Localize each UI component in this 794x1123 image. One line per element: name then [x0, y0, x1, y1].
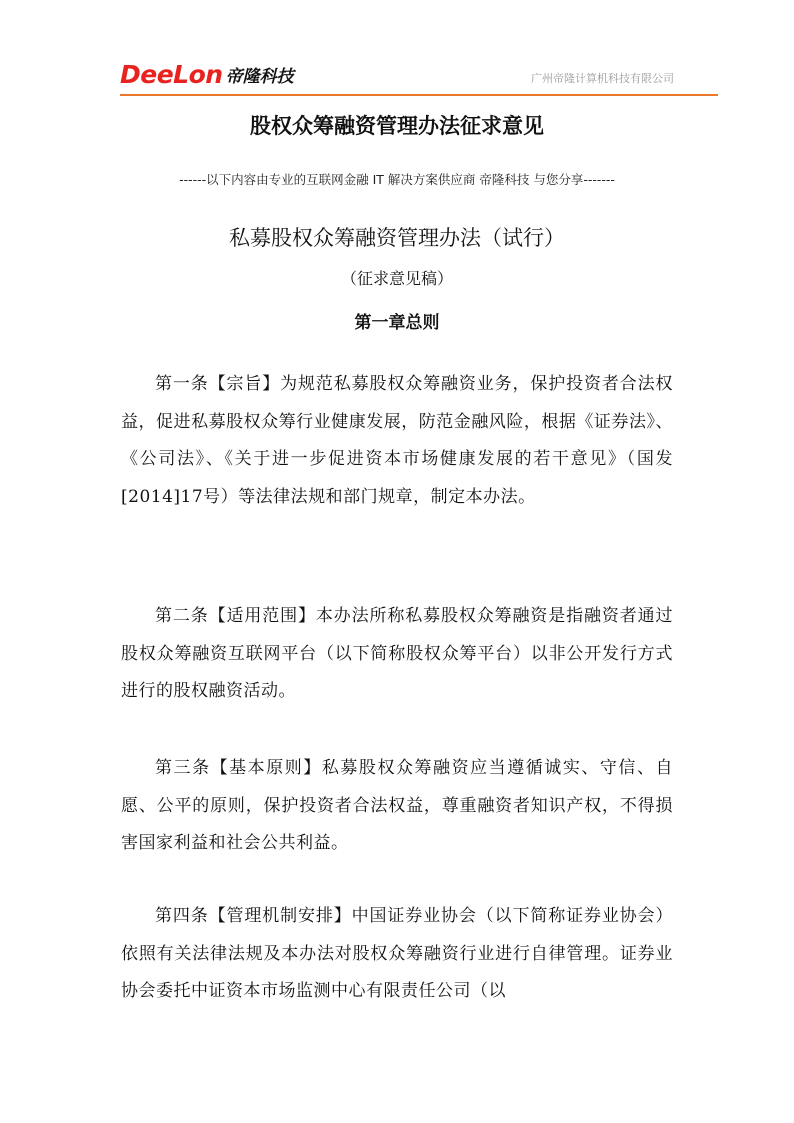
logo-latin-text: DeeLon	[120, 60, 223, 89]
header-divider	[120, 94, 718, 96]
document-title: 股权众筹融资管理办法征求意见	[250, 114, 544, 138]
company-name: 广州帝隆计算机科技有限公司	[531, 72, 674, 85]
page-header	[120, 56, 718, 96]
chapter-heading: 第一章总则	[354, 313, 440, 333]
share-notice: ------以下内容由专业的互联网金融 IT 解决方案供应商 帝隆科技 与您分享-------	[179, 172, 615, 187]
logo-chinese-text: 帝隆科技	[225, 67, 294, 87]
law-title: 私募股权众筹融资管理办法（试行）	[229, 226, 565, 250]
deelon-logo	[120, 56, 294, 90]
draft-note: （征求意见稿）	[340, 269, 453, 288]
article-4: 第四条【管理机制安排】中国证券业协会（以下简称证券业协会）依照有关法律法规及本办法对股权众筹融资行业进行自律管理。证券业协会委托中证资本市场监测中心有限责任公司（以	[121, 906, 673, 1001]
article-3: 第三条【基本原则】私募股权众筹融资应当遵循诚实、守信、自愿、公平的原则，保护投资者合法权益，尊重融资者知识产权，不得损害国家利益和社会公共利益。	[121, 758, 673, 853]
article-1: 第一条【宗旨】为规范私募股权众筹融资业务，保护投资者合法权益，促进私募股权众筹行业健康发展，防范金融风险，根据《证券法》、《公司法》、《关于进一步促进资本市场健康发展的若干意见》（国发[2014]17号）等法律法规和部门规章，制定本办法。	[121, 374, 673, 507]
article-2: 第二条【适用范围】本办法所称私募股权众筹融资是指融资者通过股权众筹融资互联网平台（以下简称股权众筹平台）以非公开发行方式进行的股权融资活动。	[121, 606, 673, 701]
